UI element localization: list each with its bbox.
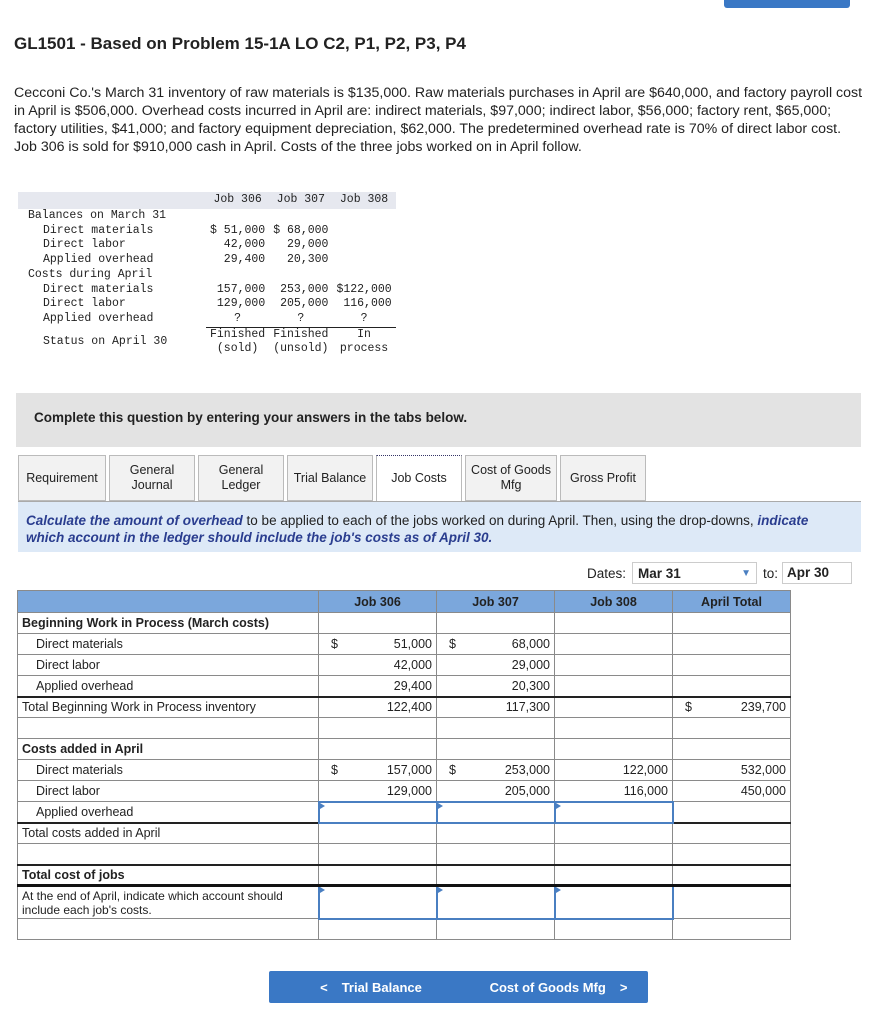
empty-cell bbox=[555, 697, 673, 718]
overhead-input-job-307[interactable] bbox=[437, 802, 555, 823]
row-label: Applied overhead bbox=[43, 312, 154, 326]
instruction-banner: Complete this question by entering your answers in the tabs below. bbox=[16, 393, 861, 447]
empty-cell bbox=[332, 238, 395, 253]
next-label: Cost of Goods Mfg bbox=[489, 979, 606, 995]
cell: (unsold) bbox=[273, 342, 329, 356]
empty-cell bbox=[319, 844, 437, 865]
cell: 29,000 bbox=[287, 238, 329, 252]
cell: 205,000 bbox=[280, 297, 329, 311]
cell: (sold) bbox=[216, 342, 259, 356]
tab-bar bbox=[18, 455, 649, 502]
empty-cell bbox=[555, 676, 673, 697]
dollar-sign: $ bbox=[685, 700, 692, 715]
empty-cell bbox=[437, 844, 555, 865]
cell: ? bbox=[297, 311, 305, 325]
empty-cell bbox=[269, 209, 332, 224]
empty-cell bbox=[555, 613, 673, 634]
col-header: Job 306 bbox=[319, 591, 437, 613]
cell-value: 450,000 bbox=[673, 781, 791, 802]
col-header: Job 306 bbox=[206, 192, 269, 209]
empty-cell bbox=[437, 739, 555, 760]
cell: ? bbox=[360, 311, 368, 325]
prev-label: Trial Balance bbox=[341, 979, 422, 995]
account-select-job-306[interactable] bbox=[319, 886, 437, 919]
empty-cell bbox=[437, 718, 555, 739]
empty-cell bbox=[673, 886, 791, 919]
tab-general-ledger[interactable]: General Ledger bbox=[198, 455, 284, 501]
empty-cell bbox=[18, 844, 319, 865]
row-label: Direct labor bbox=[18, 781, 319, 802]
row-label: Direct labor bbox=[43, 297, 126, 311]
tab-requirement[interactable]: Requirement bbox=[18, 455, 106, 501]
cell-value: 29,400 bbox=[319, 676, 437, 697]
cell: ? bbox=[234, 311, 242, 325]
row-label: Direct materials bbox=[43, 223, 154, 237]
cell: In bbox=[332, 327, 395, 342]
empty-cell bbox=[18, 718, 319, 739]
tab-gross-profit[interactable]: Gross Profit bbox=[560, 455, 646, 501]
empty-cell bbox=[673, 697, 791, 718]
cell-value: 532,000 bbox=[673, 760, 791, 781]
row-label: Total costs added in April bbox=[18, 823, 319, 844]
empty-cell bbox=[319, 823, 437, 844]
cell-value: 205,000 bbox=[437, 781, 555, 802]
dollar-sign: $ bbox=[331, 637, 338, 651]
cell: process bbox=[339, 342, 389, 356]
empty-cell bbox=[673, 718, 791, 739]
cell-value: 122,000 bbox=[555, 760, 673, 781]
cell: 116,000 bbox=[343, 297, 392, 311]
section-title: Beginning Work in Process (March costs) bbox=[18, 613, 319, 634]
cell: $122,000 bbox=[336, 282, 392, 296]
empty-cell bbox=[332, 209, 395, 224]
empty-cell bbox=[555, 739, 673, 760]
job-costs-table bbox=[17, 590, 791, 940]
empty-cell bbox=[332, 268, 395, 283]
cell: 29,400 bbox=[223, 253, 266, 267]
empty-cell bbox=[555, 919, 673, 940]
empty-cell bbox=[555, 718, 673, 739]
row-label: Balances on March 31 bbox=[28, 209, 167, 222]
col-header: Job 307 bbox=[269, 192, 332, 209]
tab-job-costs[interactable]: Job Costs bbox=[376, 455, 462, 502]
empty-cell bbox=[555, 865, 673, 886]
col-header: Job 308 bbox=[332, 192, 395, 209]
cell: 157,000 bbox=[216, 282, 266, 296]
cell: $ 51,000 bbox=[210, 223, 266, 237]
cell-value: 20,300 bbox=[437, 676, 555, 697]
col-header: Job 307 bbox=[437, 591, 555, 613]
empty-cell bbox=[673, 802, 791, 823]
row-label: Applied overhead bbox=[18, 676, 319, 697]
empty-cell bbox=[206, 268, 269, 283]
row-label: At the end of April, indicate which account should include each job's costs. bbox=[18, 886, 319, 919]
empty-cell bbox=[319, 613, 437, 634]
col-header: April Total bbox=[673, 591, 791, 613]
empty-cell bbox=[673, 634, 791, 655]
cell bbox=[319, 634, 437, 655]
cell-value: 157,000 bbox=[386, 763, 432, 777]
cell-value: 122,400 bbox=[319, 697, 437, 718]
task-instructions bbox=[18, 502, 861, 552]
empty-cell bbox=[206, 209, 269, 224]
tab-trial-balance[interactable]: Trial Balance bbox=[287, 455, 373, 501]
row-label: Total cost of jobs bbox=[18, 865, 319, 886]
chevron-left-icon: < bbox=[320, 979, 328, 995]
overhead-input-job-306[interactable] bbox=[319, 802, 437, 823]
empty-cell bbox=[437, 865, 555, 886]
emphasis-text: indicate bbox=[757, 513, 809, 528]
empty-cell bbox=[673, 739, 791, 760]
empty-cell bbox=[319, 865, 437, 886]
row-label: Direct labor bbox=[43, 238, 126, 252]
row-label: Costs during April bbox=[28, 267, 153, 281]
section-title: Costs added in April bbox=[18, 739, 319, 760]
cell-value: 117,300 bbox=[437, 697, 555, 718]
empty-cell bbox=[555, 655, 673, 676]
row-label: Direct materials bbox=[18, 634, 319, 655]
account-select-job-308[interactable] bbox=[555, 886, 673, 919]
to-label: to: bbox=[763, 565, 779, 581]
row-label: Applied overhead bbox=[43, 253, 154, 267]
chevron-right-icon: > bbox=[619, 979, 628, 995]
instruction-text: to be applied to each of the jobs worked on during April. Then, using the drop-downs, bbox=[242, 513, 758, 528]
empty-cell bbox=[555, 823, 673, 844]
cell-value: 253,000 bbox=[504, 763, 550, 777]
prev-trial-balance-button[interactable] bbox=[269, 971, 473, 1003]
empty-cell bbox=[319, 718, 437, 739]
dropdown-arrow-icon: ▼ bbox=[741, 567, 752, 579]
cell: Finished bbox=[206, 327, 269, 342]
row-label: Total Beginning Work in Process inventory bbox=[18, 697, 319, 718]
overhead-input-job-308[interactable] bbox=[555, 802, 673, 823]
tab-cost-of-goods-mfg[interactable]: Cost of Goods Mfg bbox=[465, 455, 557, 501]
empty-cell bbox=[437, 823, 555, 844]
empty-cell bbox=[673, 655, 791, 676]
row-label: Status on April 30 bbox=[43, 334, 168, 348]
problem-text: Cecconi Co.'s March 31 inventory of raw materials is $135,000. Raw materials purchases in April are $640,000, and factory payroll cost in April is $506,000. Overhead costs incurred in April are: indirect materials, $97,000; indirect labor, $56,000; factory rent, $65,000; factory utilities, $41,000; and factory equipment depreciation, $62,000. The predetermined overhead rate is 70% of direct labor cost. Job 306 is sold for $910,000 cash in April. Costs of the three jobs worked on in April follow. bbox=[14, 85, 863, 155]
empty-cell bbox=[673, 865, 791, 886]
cell-value: 116,000 bbox=[555, 781, 673, 802]
cell-value: 239,700 bbox=[740, 700, 786, 715]
empty-cell bbox=[319, 919, 437, 940]
col-header: Job 308 bbox=[555, 591, 673, 613]
emphasis-text: Calculate the amount of overhead bbox=[26, 513, 243, 528]
empty-cell bbox=[673, 613, 791, 634]
dollar-sign: $ bbox=[331, 763, 338, 777]
empty-cell bbox=[437, 760, 555, 781]
page-title: GL1501 - Based on Problem 15-1A LO C2, P1, P2, P3, P4 bbox=[14, 34, 466, 53]
cell-value: 129,000 bbox=[319, 781, 437, 802]
empty-cell bbox=[18, 919, 319, 940]
cell: 20,300 bbox=[287, 253, 329, 267]
cell: Finished bbox=[269, 327, 332, 342]
empty-cell bbox=[332, 224, 395, 239]
row-label: Applied overhead bbox=[18, 802, 319, 823]
empty-cell bbox=[437, 634, 555, 655]
empty-cell bbox=[673, 823, 791, 844]
empty-cell bbox=[332, 253, 395, 268]
cell: 253,000 bbox=[280, 282, 329, 296]
empty-cell bbox=[673, 919, 791, 940]
cell: 42,000 bbox=[223, 238, 266, 252]
date-to-field: Apr 30 bbox=[782, 562, 852, 584]
row-label: Direct labor bbox=[18, 655, 319, 676]
dollar-sign: $ bbox=[449, 763, 456, 777]
row-label: Direct materials bbox=[18, 760, 319, 781]
cell-value: 51,000 bbox=[393, 637, 432, 651]
tab-general-journal[interactable]: General Journal bbox=[109, 455, 195, 501]
cell: 129,000 bbox=[216, 297, 266, 311]
cell-value: 29,000 bbox=[437, 655, 555, 676]
given-data-table bbox=[18, 192, 396, 357]
empty-cell bbox=[319, 760, 437, 781]
cell: $ 68,000 bbox=[273, 223, 329, 237]
row-label: Direct materials bbox=[43, 282, 154, 296]
empty-cell bbox=[437, 919, 555, 940]
empty-cell bbox=[673, 844, 791, 865]
date-from-select[interactable] bbox=[632, 562, 757, 584]
dollar-sign: $ bbox=[449, 637, 456, 651]
empty-cell bbox=[319, 739, 437, 760]
empty-cell bbox=[269, 268, 332, 283]
empty-cell bbox=[437, 613, 555, 634]
cell-value: 42,000 bbox=[319, 655, 437, 676]
empty-cell bbox=[673, 676, 791, 697]
empty-cell bbox=[555, 844, 673, 865]
cell-value: 68,000 bbox=[511, 637, 550, 651]
next-cost-of-goods-mfg-button[interactable] bbox=[469, 971, 648, 1003]
date-range bbox=[587, 562, 852, 584]
account-select-job-307[interactable] bbox=[437, 886, 555, 919]
empty-cell bbox=[555, 634, 673, 655]
date-from-value: Mar 31 bbox=[638, 565, 681, 581]
top-button[interactable] bbox=[724, 0, 850, 8]
emphasis-text: which account in the ledger should include the job's costs as of April 30. bbox=[26, 530, 493, 545]
dates-label: Dates: bbox=[587, 565, 627, 581]
